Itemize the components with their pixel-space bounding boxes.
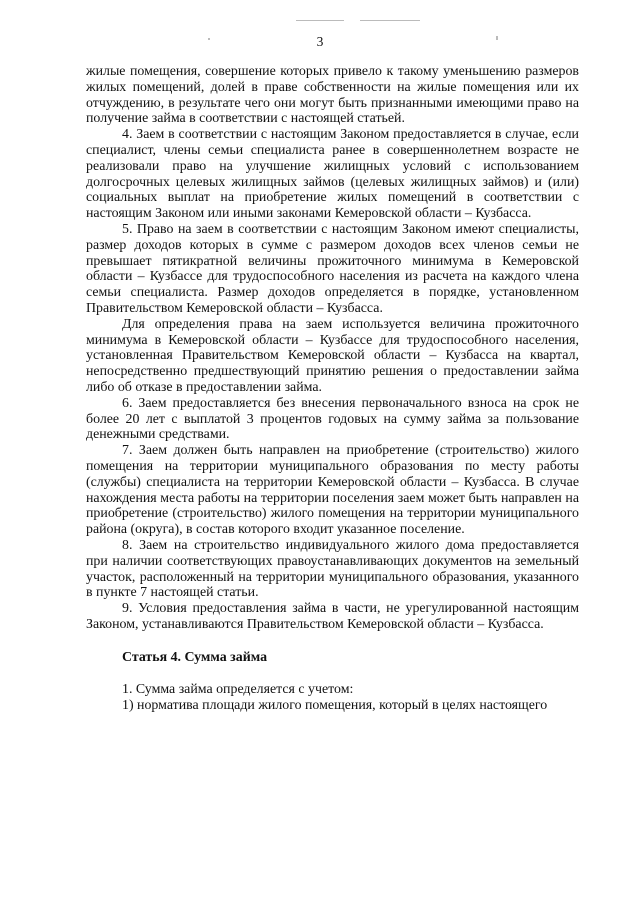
- paragraph-clause-8: 8. Заем на строительство индивидуального жилого дома предоставляется при наличии соответствующих правоустанавливающих документов на земельный участок, расположенный на территории муниципального образования, указанного в пункте 7 настоящей статьи.: [86, 537, 579, 601]
- document-body: [86, 64, 579, 714]
- paragraph-clause-5: 5. Право на заем в соответствии с настоящим Законом имеют специалисты, размер доходов которых в сумме с размером доходов всех членов семьи не превышает пятикратной величины прожиточного минимума в Кемеровской области – Кузбассе для трудоспособного населения из расчета на каждого члена семьи специалиста. Размер доходов определяется в порядке, установленном Правительством Кемеровской области – Кузбасса.: [86, 221, 579, 316]
- article-heading: Статья 4. Сумма займа: [122, 649, 268, 665]
- paragraph-clause-4: 4. Заем в соответствии с настоящим Законом предоставляется в случае, если специалист, члены семьи специалиста ранее в совершеннолетнем возрасте не реализовали право на улучшение жилищных условий с использованием долгосрочных целевых жилищных займов (целевых жилищных займов) и (или) социальных выплат на приобретение жилых помещений в соответствии с настоящим Законом или иными законами Кемеровской области – Кузбасса.: [86, 127, 579, 222]
- paragraph-article4-item-1: 1) норматива площади жилого помещения, который в целях настоящего: [122, 698, 548, 714]
- page-number: 3: [316, 34, 324, 49]
- scan-artifact: [360, 20, 420, 21]
- paragraph-clause-6: 6. Заем предоставляется без внесения первоначального взноса на срок не более 20 лет с выплатой 3 процентов годовых на сумму займа за пользование денежными средствами.: [86, 395, 579, 443]
- paragraph-article4-clause-1: 1. Сумма займа определяется с учетом:: [122, 682, 354, 698]
- paragraph-subsistence-minimum: Для определения права на заем используется величина прожиточного минимума в Кемеровской области – Кузбассе для трудоспособного населения, установленная Правительством Кемеровской области – Кузбасса на квартал, непосредственно предшествующий принятию решения о предоставлении займа либо об отказе в предоставлении займа.: [86, 316, 579, 395]
- scan-artifact: [296, 20, 344, 21]
- paragraph-continuation: жилые помещения, совершение которых привело к такому уменьшению размеров жилых помещений, долей в праве собственности на жилые помещения или их отчуждению, в результате чего они могут быть признанными имеющими право на получение займа в соответствии с настоящей статьей.: [86, 64, 579, 127]
- paragraph-clause-7: 7. Заем должен быть направлен на приобретение (строительство) жилого помещения на территории муниципального образования по месту работы (службы) специалиста на территории Кемеровской области – Кузбасса. В случае нахождения места работы на территории поселения заем может быть направлен на приобретение (строительство) жилого помещения на территории муниципального района (округа), в состав которого входит указанное поселение.: [86, 443, 579, 538]
- paragraph-clause-9: 9. Условия предоставления займа в части, не урегулированной настоящим Законом, устанавливаются Правительством Кемеровской области – Кузбасса.: [86, 601, 579, 632]
